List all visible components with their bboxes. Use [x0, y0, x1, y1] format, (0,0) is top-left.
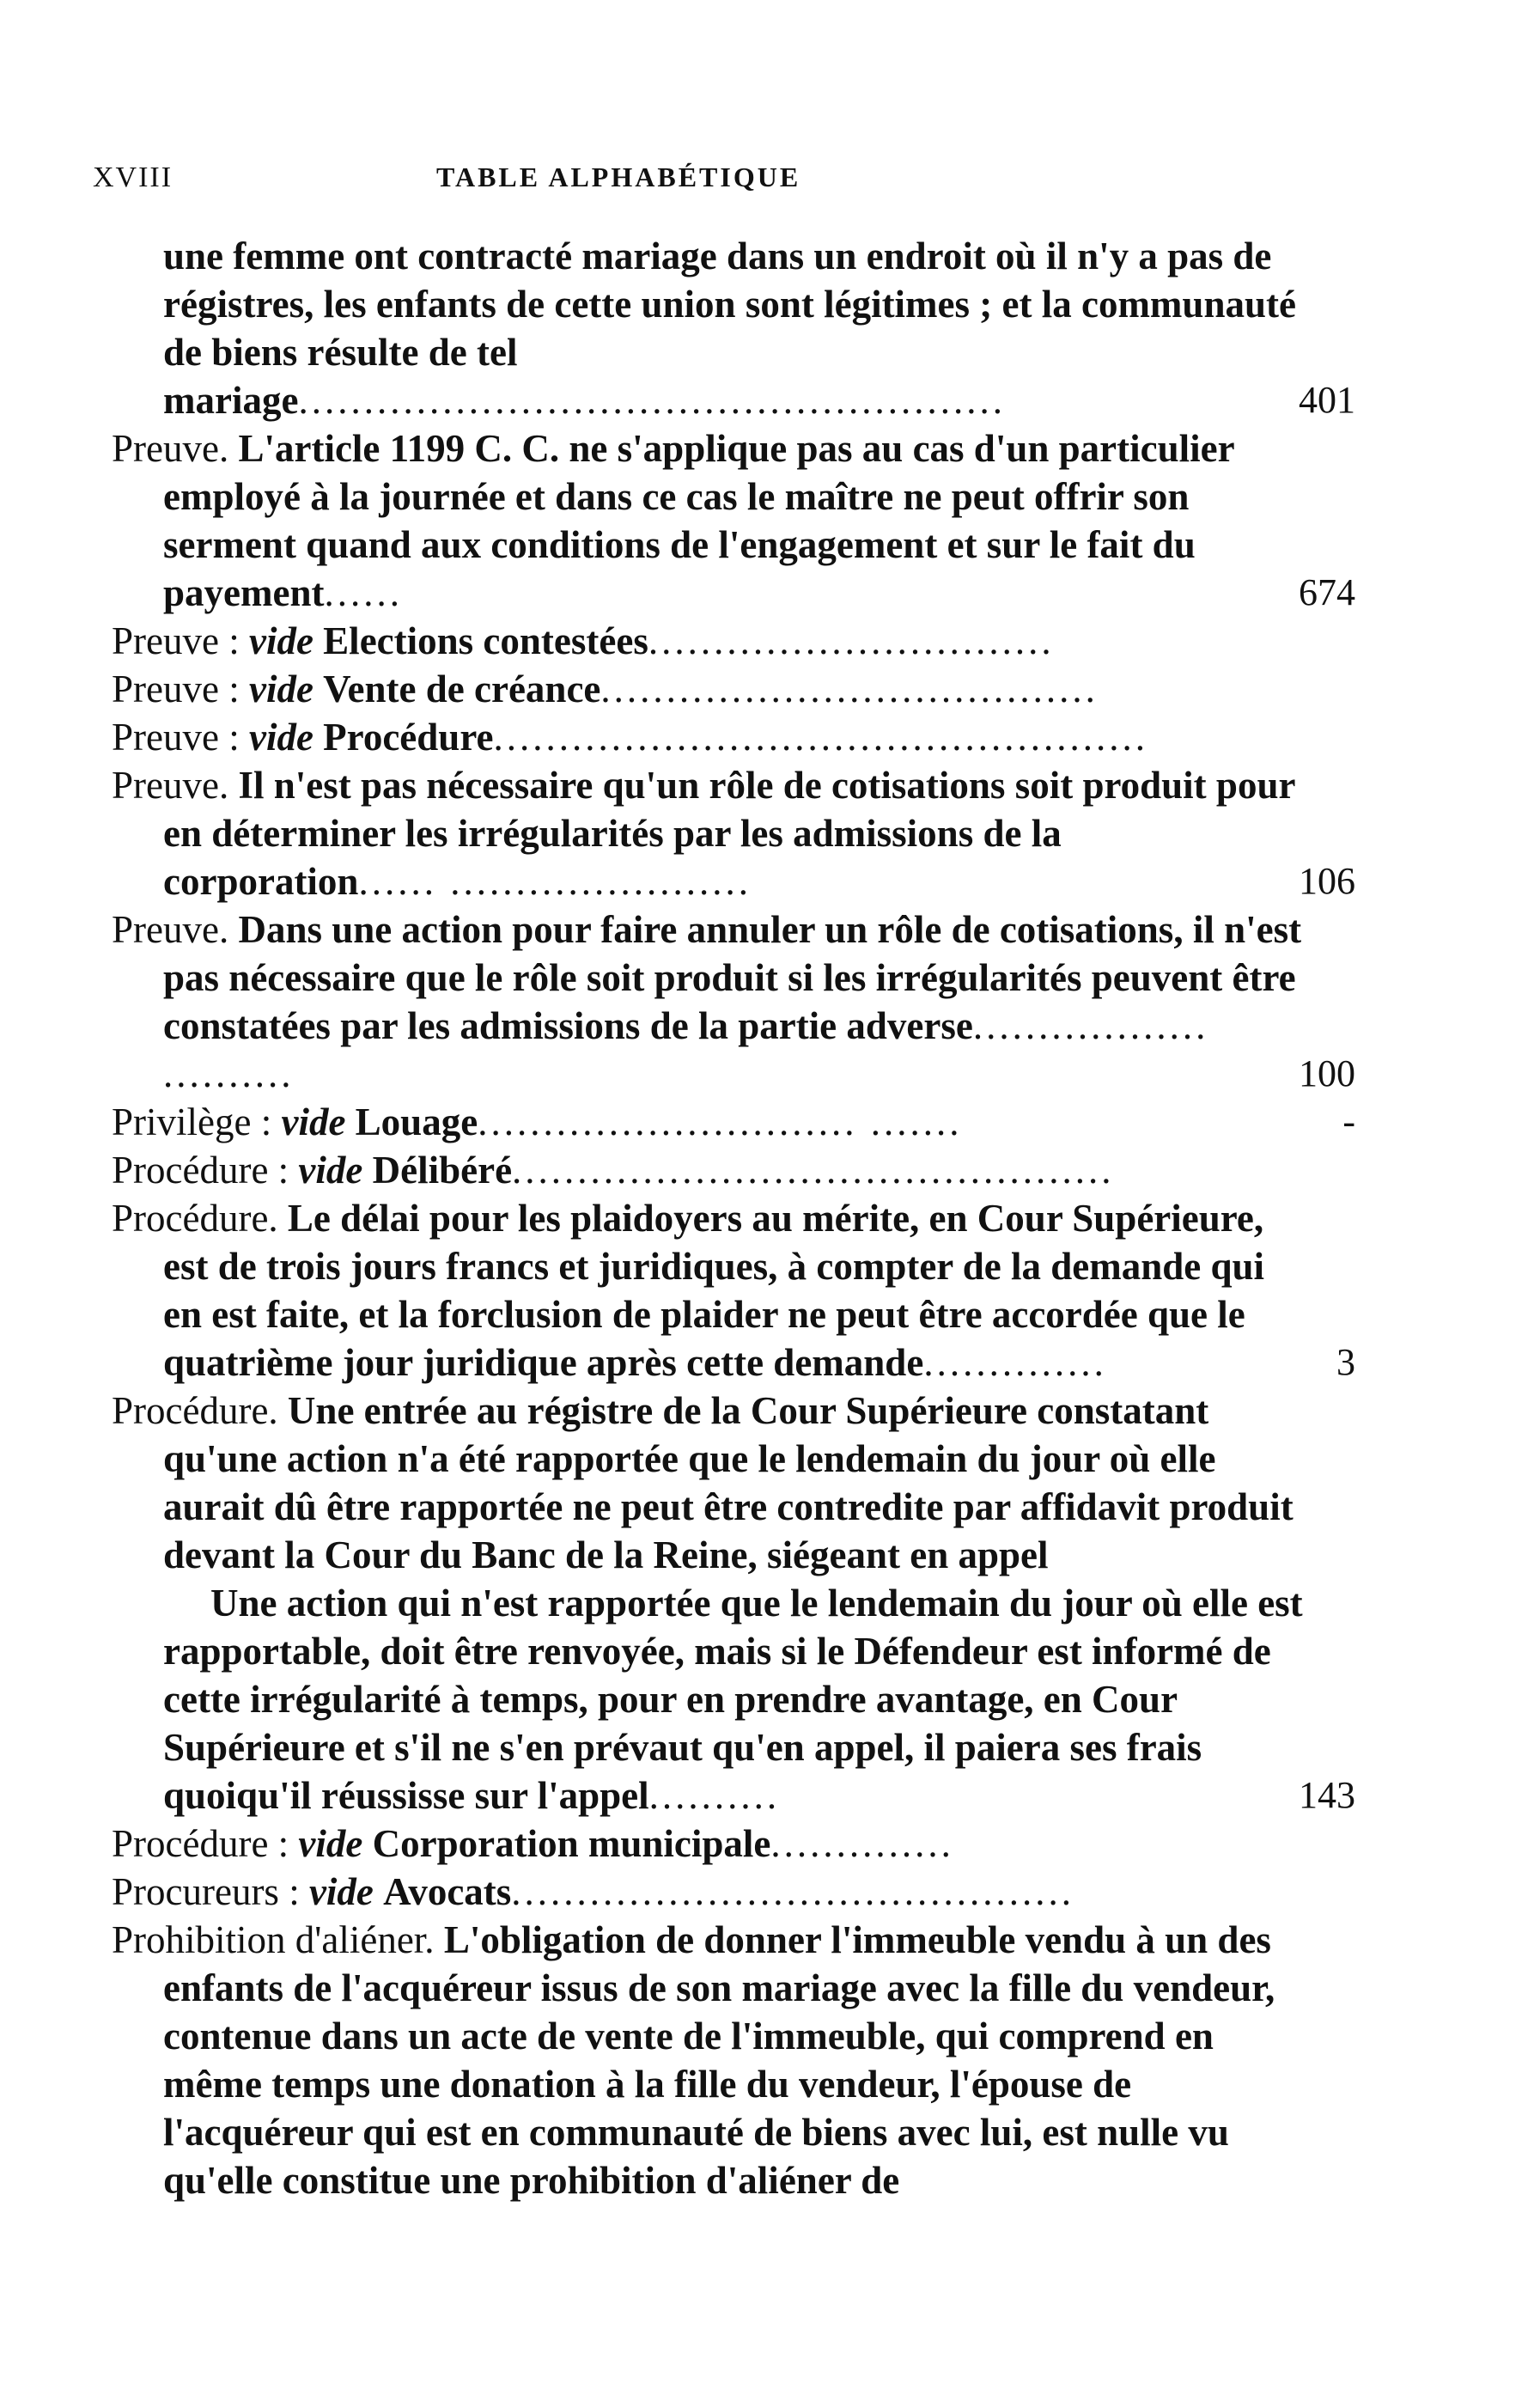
index-entry	[112, 905, 1355, 1098]
dot-leader: ..................................................	[493, 716, 1148, 759]
entry-headword: Preuve :	[112, 619, 240, 662]
entry-text: Il n'est pas nécessaire qu'un rôle de cotisations soit produit pour en déterminer les irrégularités par les admissions de la corporation	[163, 764, 1295, 903]
page-folio: XVIII	[93, 162, 173, 193]
index-entry	[112, 1387, 1306, 1579]
index-entry	[112, 617, 1306, 665]
cross-reference: Délibéré	[372, 1149, 513, 1192]
dot-leader: ......	[324, 571, 403, 614]
entry-headword: Procureurs :	[112, 1870, 300, 1913]
cross-reference: Procédure	[323, 716, 494, 759]
entry-headword: Prohibition d'aliéner.	[112, 1918, 435, 1961]
entry-text: Dans une action pour faire annuler un rôle de cotisations, il n'est pas nécessaire que le rôle soit produit si les irrégularités peuvent être constatées par les admissions de la partie adverse	[163, 908, 1302, 1047]
index-entries	[112, 232, 1355, 2204]
index-entry	[112, 424, 1355, 617]
dot-leader: ..............	[770, 1822, 954, 1865]
dot-leader: ..............................................	[512, 1149, 1115, 1192]
page-number: 143	[1299, 1774, 1355, 1816]
entry-headword: Preuve :	[112, 668, 240, 710]
entry-headword: Procédure :	[112, 1822, 289, 1865]
page-number: -	[1342, 1100, 1355, 1143]
vide-marker: vide	[308, 1870, 374, 1913]
entry-headword: Procédure.	[112, 1197, 278, 1240]
index-entry	[112, 1868, 1306, 1916]
dot-leader: .................. ..........	[163, 1004, 1209, 1095]
dot-leader: ..............	[923, 1341, 1107, 1384]
page-number: 106	[1299, 860, 1355, 902]
page-number: 401	[1299, 379, 1355, 421]
dot-leader: ..........	[648, 1774, 781, 1817]
entry-text: une femme ont contracté mariage dans un endroit où il n'y a pas de régistres, les enfants de cette union sont légitimes ; et la communauté de biens résulte de tel mariage	[163, 235, 1296, 422]
index-entry	[112, 1098, 1355, 1146]
entry-text: Le délai pour les plaidoyers au mérite, en Cour Supérieure, est de trois jours francs et juridiques, à compter de la demande qui en est faite, et la forclusion de plaider ne peut être accordée que le quatrième jour juridique après cette demande	[163, 1197, 1265, 1384]
index-entry	[112, 1579, 1355, 1820]
vide-marker: vide	[281, 1100, 346, 1143]
entry-headword: Preuve :	[112, 716, 240, 759]
dot-leader: ...........................................	[511, 1870, 1075, 1913]
entry-text: L'obligation de donner l'immeuble vendu à un des enfants de l'acquéreur issus de son mariage avec la fille du vendeur, contenue dans un acte de vente de l'immeuble, qui comprend en même temps une donation à la fille du vendeur, l'épouse de l'acquéreur qui est en communauté de biens avec lui, est nulle vu qu'elle constitue une prohibition d'aliéner de	[163, 1918, 1275, 2202]
entry-text: Une action qui n'est rapportée que le lendemain du jour où elle est rapportable, doit être renvoyée, mais si le Défendeur est informé de cette irrégularité à temps, pour en prendre avantage, en Cour Supérieure et s'il ne s'en prévaut qu'en appel, il paiera ses frais quoiqu'il réussisse sur l'appel	[163, 1582, 1303, 1817]
page-number: 100	[1299, 1052, 1355, 1094]
entry-headword: Privilège :	[112, 1100, 272, 1143]
page-header	[93, 162, 1330, 204]
cross-reference: Avocats	[383, 1870, 512, 1913]
cross-reference: Vente de créance	[323, 668, 601, 710]
vide-marker: vide	[248, 619, 313, 662]
page-number: 3	[1336, 1341, 1355, 1383]
vide-marker: vide	[298, 1822, 363, 1865]
vide-marker: vide	[248, 668, 313, 710]
index-entry	[112, 761, 1355, 905]
entry-text: L'article 1199 C. C. ne s'applique pas au cas d'un particulier employé à la journée et dans ce cas le maître ne peut offrir son serment quand aux conditions de l'engagement et sur le fait du payement	[163, 427, 1234, 614]
dot-leader: ......................................................	[298, 379, 1006, 422]
entry-headword: Procédure :	[112, 1149, 289, 1192]
vide-marker: vide	[248, 716, 313, 759]
dot-leader: ......................................	[600, 668, 1099, 710]
cross-reference: Elections contestées	[323, 619, 648, 662]
vide-marker: vide	[298, 1149, 363, 1192]
index-entry	[112, 713, 1306, 761]
dot-leader: ...... .......................	[358, 860, 752, 903]
index-entry	[112, 1916, 1306, 2204]
dot-leader: ...............................	[648, 619, 1055, 662]
entry-headword: Preuve.	[112, 908, 229, 951]
entry-headword: Procédure.	[112, 1389, 278, 1432]
page-number: 674	[1299, 571, 1355, 613]
running-title: TABLE ALPHABÉTIQUE	[436, 162, 801, 192]
index-entry	[112, 665, 1306, 713]
entry-text: Une entrée au régistre de la Cour Supérieure constatant qu'une action n'a été rapportée que le lendemain du jour où elle aurait dû être rapportée ne peut être contredite par affidavit produit devant la Cour du Banc de la Reine, siégeant en appel	[163, 1389, 1294, 1576]
cross-reference: Corporation municipale	[372, 1822, 771, 1865]
index-entry	[112, 1194, 1355, 1387]
index-entry	[112, 232, 1355, 424]
entry-headword: Preuve.	[112, 764, 229, 807]
index-entry	[112, 1146, 1306, 1194]
cross-reference: Louage	[355, 1100, 478, 1143]
index-entry	[112, 1820, 1306, 1868]
entry-headword: Preuve.	[112, 427, 229, 470]
dot-leader: ............................. .......	[478, 1100, 963, 1143]
